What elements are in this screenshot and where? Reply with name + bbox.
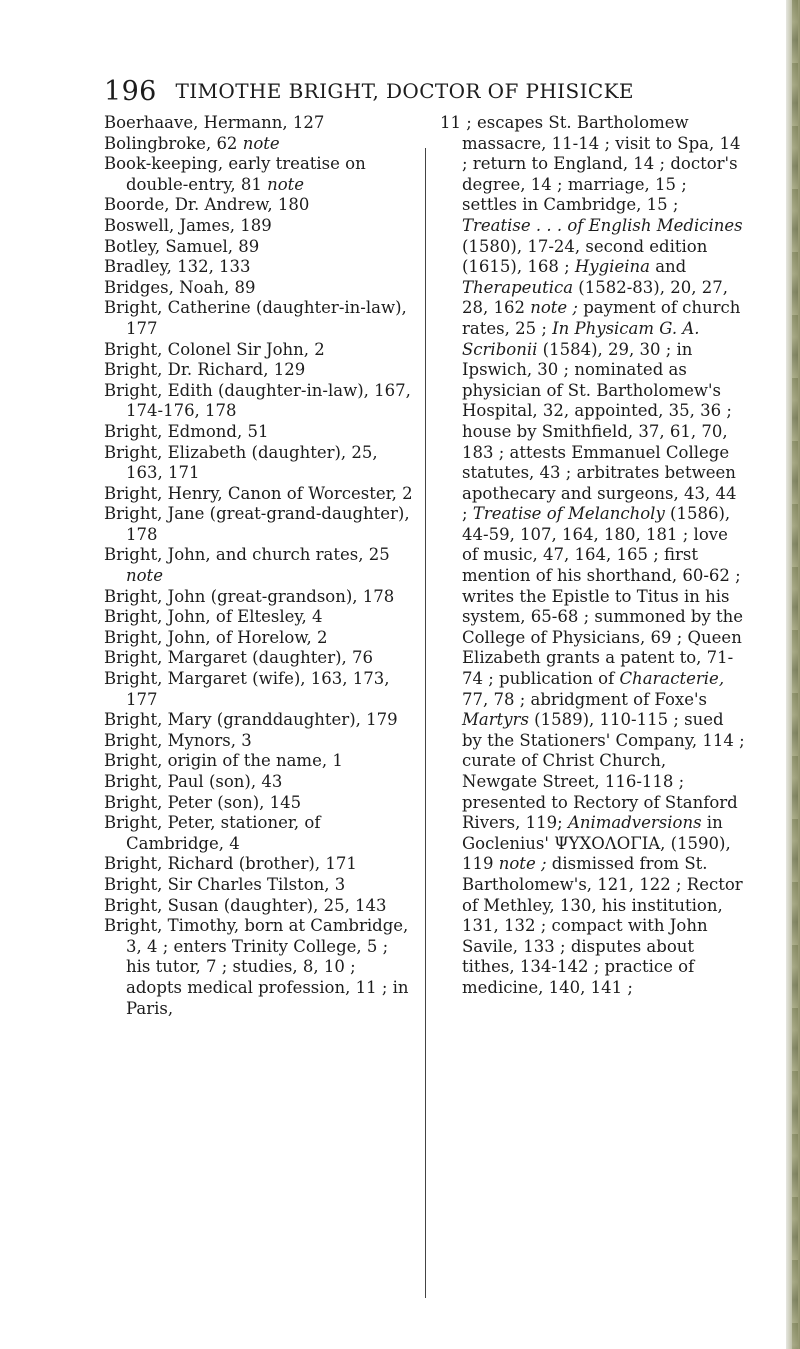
- entry-text: Botley, Samuel, 89: [104, 236, 260, 256]
- entry-italic-run: Animadversions: [567, 813, 702, 833]
- entry-text: Bright, Margaret (daughter), 76: [104, 648, 374, 668]
- entry-text-run: payment of church rates, 25 ;: [462, 298, 741, 338]
- index-entry: [104, 195, 416, 216]
- index-entry: [104, 813, 416, 854]
- entry-text-run: and: [649, 257, 687, 277]
- index-entry-continued: [440, 113, 746, 999]
- entry-text-run: (1580), 17-24, second edition (1615), 168 ;: [462, 236, 708, 277]
- entry-text: Bolingbroke, 62: [104, 133, 243, 153]
- index-entry: [104, 113, 416, 134]
- entry-text: Bright, Timothy, born at Cambridge, 3, 4 ; enters Trinity College, 5 ; his tutor, 7 ; studies, 8, 10 ; adopts medical profession, 11 ; in Paris,: [104, 916, 409, 1018]
- entry-italic-run: note ;: [530, 298, 578, 318]
- entry-text: Bright, Henry, Canon of Worcester, 2: [104, 483, 413, 503]
- index-entry: [104, 648, 416, 669]
- entry-text: Bright, origin of the name, 1: [104, 751, 343, 771]
- index-entry: [104, 916, 416, 1019]
- entry-text: Bright, Richard (brother), 171: [104, 854, 357, 874]
- index-entry: [104, 669, 416, 710]
- entry-italic-run: In Physicam G. A. Scribonii: [462, 318, 700, 359]
- entry-text-run: 11 ; escapes St. Bartholomew massacre, 11-14 ; visit to Spa, 14 ; return to England, 14 ; doctor's degree, 14 ; marriage, 15 ; settles in Cambridge, 15 ;: [440, 113, 741, 215]
- entry-text: Book-keeping, early treatise on double-entry, 81: [104, 154, 366, 194]
- index-entry: [104, 587, 416, 608]
- index-entry: [104, 854, 416, 875]
- running-header: [104, 76, 724, 107]
- entry-text: Bright, John, of Horelow, 2: [104, 627, 328, 647]
- index-entry: [104, 216, 416, 237]
- index-entry: [104, 751, 416, 772]
- index-entry: [104, 772, 416, 793]
- index-entry: [104, 340, 416, 361]
- index-column-left: [104, 113, 416, 1019]
- index-entry: [104, 237, 416, 258]
- running-title: TIMOTHE BRIGHT, DOCTOR OF PHISICKE: [175, 79, 634, 103]
- entry-italic-run: Treatise of Melancholy: [472, 504, 665, 524]
- entry-text: Bright, Edith (daughter-in-law), 167, 174-176, 178: [104, 380, 411, 421]
- entry-text: Bright, Colonel Sir John, 2: [104, 339, 325, 359]
- entry-italic-run: Therapeutica: [462, 277, 574, 297]
- entry-text: Bright, John, of Eltesley, 4: [104, 607, 323, 627]
- entry-italic-run: Martyrs: [462, 710, 529, 730]
- index-entry: [104, 875, 416, 896]
- entry-text: Bright, Catherine (daughter-in-law), 177: [104, 298, 407, 338]
- index-entry: [104, 545, 416, 586]
- entry-text: Bright, Peter (son), 145: [104, 792, 302, 812]
- index-entry: [104, 484, 416, 505]
- index-entry: [104, 278, 416, 299]
- entry-text-run: (1589), 110-115 ; sued by the Stationers' Company, 114 ; curate of Christ Church, Newgate Street, 116-118 ; presented to Rectory of Stanford Rivers, 119;: [462, 710, 745, 833]
- entry-text: Boswell, James, 189: [104, 215, 272, 235]
- entry-text: Bright, Sir Charles Tilston, 3: [104, 874, 346, 894]
- index-entry: [104, 607, 416, 628]
- index-entry: [104, 710, 416, 731]
- index-entry: [104, 257, 416, 278]
- entry-text: Bright, Mynors, 3: [104, 730, 252, 750]
- entry-text-run: (1584), 29, 30 ; in Ipswich, 30 ; nominated as physician of St. Bartholomew's Hospital, 32, appointed, 35, 36 ; house by Smithfield, 37, 61, 70, 183 ; attests Emmanuel College statutes, 43 ; arbitrates between apothecary and surgeons, 43, 44 ;: [462, 339, 737, 524]
- entry-text: Bright, John (great-grandson), 178: [104, 586, 395, 606]
- index-entry: [104, 154, 416, 195]
- index-entry: [104, 628, 416, 649]
- page-number: 196: [104, 76, 157, 107]
- entry-text: Boorde, Dr. Andrew, 180: [104, 195, 310, 215]
- entry-note: note: [126, 566, 163, 586]
- column-divider: [425, 148, 426, 1298]
- index-entry: [104, 134, 416, 155]
- index-entry: [104, 360, 416, 381]
- entry-text: Bright, John, and church rates, 25: [104, 545, 390, 565]
- entry-text: Bright, Elizabeth (daughter), 25, 163, 171: [104, 442, 378, 483]
- index-entry: [104, 731, 416, 752]
- entry-text-run: 77, 78 ; abridgment of Foxe's: [462, 689, 707, 709]
- entry-italic-run: Hygieina: [574, 257, 650, 277]
- index-entry: [104, 298, 416, 339]
- index-entry: [104, 504, 416, 545]
- index-entry: [104, 443, 416, 484]
- entry-text: Bright, Susan (daughter), 25, 143: [104, 895, 387, 915]
- entry-text: Bright, Dr. Richard, 129: [104, 360, 306, 380]
- entry-text: Bright, Mary (granddaughter), 179: [104, 710, 398, 730]
- entry-italic-run: Characterie,: [619, 669, 725, 689]
- entry-text: Bright, Margaret (wife), 163, 173, 177: [104, 669, 390, 709]
- entry-text: Bridges, Noah, 89: [104, 277, 256, 297]
- entry-text: Bright, Edmond, 51: [104, 421, 269, 441]
- entry-italic-run: note ;: [498, 854, 547, 874]
- entry-text: Boerhaave, Hermann, 127: [104, 113, 325, 132]
- entry-text: Bright, Paul (son), 43: [104, 772, 283, 791]
- index-entry: [104, 896, 416, 917]
- index-entry: [104, 793, 416, 814]
- entry-text: Bradley, 132, 133: [104, 257, 251, 277]
- entry-text-run: in Goclenius' ΨΥΧΟΛΟΓΙΑ, (1590), 119: [462, 813, 731, 874]
- index-entry: [104, 422, 416, 443]
- entry-text-run: dismissed from St. Bartholomew's, 121, 122 ; Rector of Methley, 130, his institution, 131, 132 ; compact with John Savile, 133 ; disputes about tithes, 134-142 ; practice of medicine, 140, 141 ;: [462, 854, 743, 997]
- entry-note: note: [242, 133, 280, 153]
- entry-text: Bright, Peter, stationer, of Cambridge, 4: [104, 813, 321, 853]
- entry-note: note: [267, 174, 305, 194]
- entry-text-run: (1586), 44-59, 107, 164, 180, 181 ; love of music, 47, 164, 165 ; first mention of his shorthand, 60-62 ; writes the Epistle to Titus in his system, 65-68 ; summoned by the College of Physicians, 69 ; Queen Elizabeth grants a patent to, 71-74 ; publication of: [462, 504, 744, 689]
- entry-text-run: (1582-83), 20, 27, 28, 162: [462, 277, 728, 318]
- entry-italic-run: Treatise . . . of English Medicines: [462, 215, 743, 235]
- page-edge-stain: [792, 0, 798, 1349]
- entry-text: Bright, Jane (great-grand-daughter), 178: [104, 504, 410, 544]
- index-column-right: [440, 113, 746, 999]
- index-entry: [104, 381, 416, 422]
